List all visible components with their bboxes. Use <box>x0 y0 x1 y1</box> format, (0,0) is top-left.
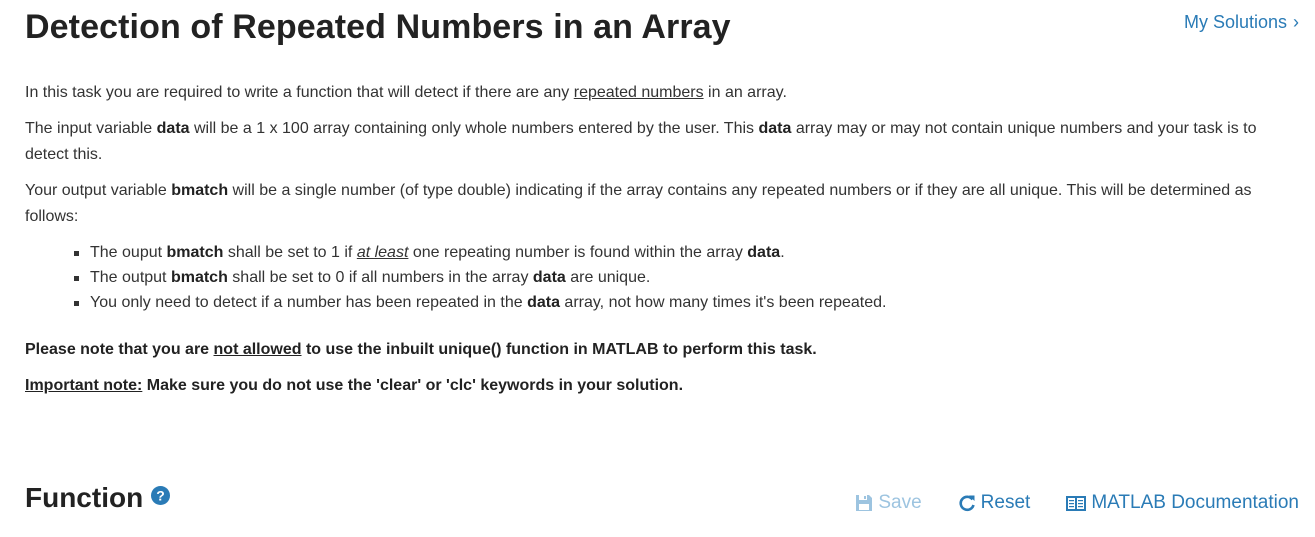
docs-label: MATLAB Documentation <box>1091 492 1299 513</box>
description-paragraph-2: The input variable data will be a 1 x 100 array containing only whole numbers entered by the user. This data array may or may not contain unique numbers and your task is to detect this. <box>25 120 1257 163</box>
floppy-disk-icon <box>855 494 873 512</box>
list-item: The ouput bmatch shall be set to 1 if at least one repeating number is found within the array data. <box>90 240 1265 265</box>
reset-button[interactable] <box>958 492 1031 514</box>
function-section-title: Function ? <box>25 482 170 516</box>
list-item: You only need to detect if a number has been repeated in the data array, not how many times it's been repeated. <box>90 290 1265 315</box>
save-label: Save <box>878 492 922 513</box>
important-note: Important note: Make sure you do not use the 'clear' or 'clc' keywords in your solution. <box>25 377 684 394</box>
rules-list <box>25 240 1265 315</box>
matlab-documentation-link[interactable] <box>1066 492 1299 514</box>
refresh-icon <box>958 494 976 512</box>
function-toolbar <box>855 492 1299 514</box>
page-title: Detection of Repeated Numbers in an Array <box>25 8 731 46</box>
repeated-numbers-underline: repeated numbers <box>573 84 704 101</box>
my-solutions-link[interactable] <box>1184 12 1299 33</box>
svg-text:?: ? <box>156 487 165 504</box>
help-circle-icon[interactable] <box>151 480 170 512</box>
book-icon <box>1066 495 1086 512</box>
list-item: The output bmatch shall be set to 0 if all numbers in the array data are unique. <box>90 265 1265 290</box>
description-paragraph-3: Your output variable bmatch will be a single number (of type double) indicating if the array contains any repeated numbers or if they are all unique. This will be determined as follows: <box>25 182 1252 225</box>
my-solutions-label: My Solutions <box>1183 12 1287 32</box>
description-paragraph-1: In this task you are required to write a function that will detect if there are any repeated numbers in an array. <box>25 84 787 101</box>
save-button[interactable] <box>855 492 921 514</box>
unique-function-note: Please note that you are not allowed to use the inbuilt unique() function in MATLAB to perform this task. <box>25 341 817 358</box>
problem-description <box>25 80 1265 409</box>
chevron-right-icon: › <box>1293 12 1299 32</box>
reset-label: Reset <box>980 492 1031 513</box>
